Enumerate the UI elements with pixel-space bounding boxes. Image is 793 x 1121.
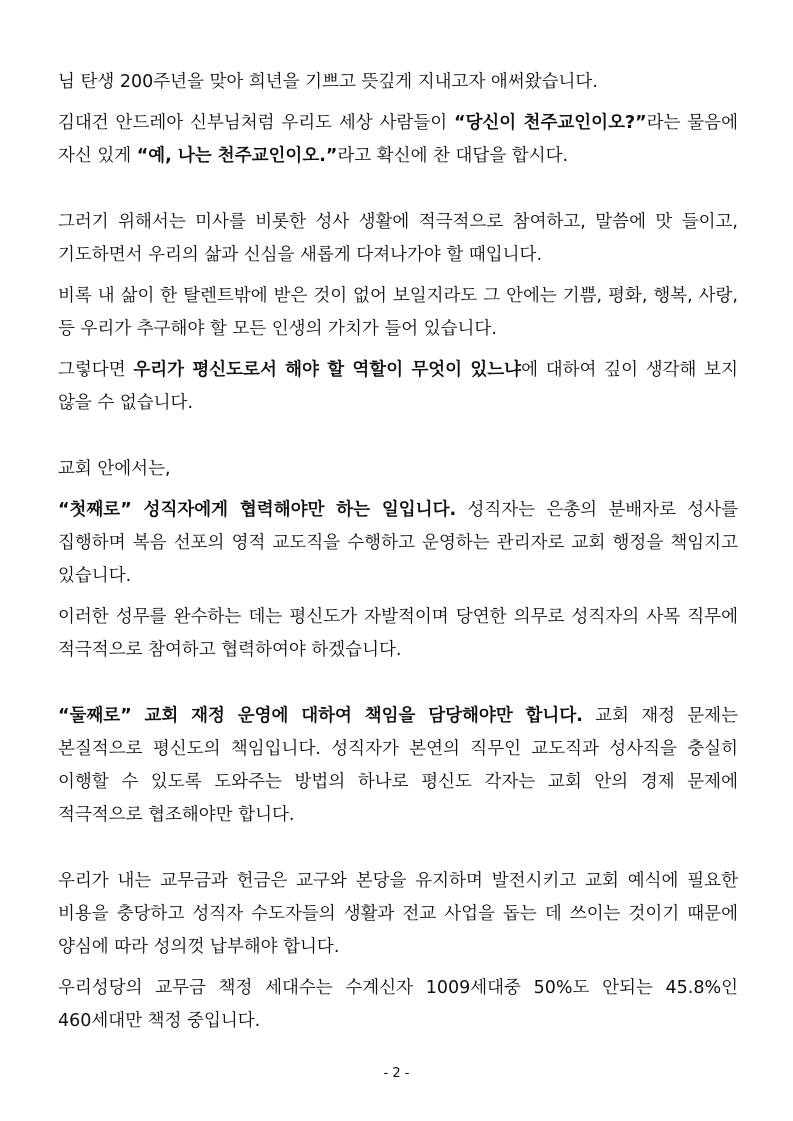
bold-text-segment: “첫째로” 성직자에게 협력해야만 하는 일입니다. [58,500,457,520]
paragraph-7 [58,494,738,593]
text-segment: 비록 내 삶이 한 탈렌트밖에 받은 것이 없어 보일지라도 그 안에는 기쁨, 평화, 행복, 사랑, 등 우리가 추구해야 할 모든 인생의 가치가 들어 있습니다. [58,286,738,339]
text-segment: 님 탄생 200주년을 맞아 희년을 기쁘고 뜻깊게 지내고자 애써왔습니다. [58,72,598,92]
paragraph-8 [58,601,738,667]
paragraph-10 [58,865,738,964]
page-number: - 2 - [383,1066,410,1081]
paragraph-5 [58,354,738,420]
text-segment: 그렇다면 [58,360,134,380]
text-segment: 김대건 안드레아 신부님처럼 우리도 세상 사람들이 [58,113,454,133]
text-segment: 라고 확신에 찬 대답을 합시다. [337,146,569,166]
text-segment: 우리성당의 교무금 책정 세대수는 수계신자 1009세대중 50%도 안되는 45.8%인 460세대만 책정 중입니다. [58,978,738,1031]
bold-text-segment: “당신이 천주교인이오?” [453,113,647,133]
text-segment: 성직자는 은총의 분배자로 성사를 집행하며 복음 선포의 영적 교도직을 수행하고 운영하는 관리자로 교회 행정을 책임지고 있습니다. [58,500,739,586]
bold-text-segment: 우리가 평신도로서 해야 할 역할이 무엇이 있느냐 [133,360,522,380]
text-segment: 에 대하여 깊이 생각해 보지 않을 수 없습니다. [58,360,738,413]
paragraph-9 [58,700,738,832]
text-segment: 이러한 성무를 완수하는 데는 평신도가 자발적이며 당연한 의무로 성직자의 사목 직무에 적극적으로 참여하고 협력하여야 하겠습니다. [58,607,738,660]
paragraph-1 [58,66,738,99]
paragraph-3 [58,206,738,272]
paragraph-4 [58,280,738,346]
bold-text-segment: “둘째로” 교회 재정 운영에 대하여 책임을 담당해야만 합니다. [58,706,583,726]
text-segment: 교회 재정 문제는 본질적으로 평신도의 책임입니다. 성직자가 본연의 직무인 교도직과 성사직을 충실히 이행할 수 있도록 도와주는 방법의 하나로 평신도 각자는 교회 안의 경제 문제에 적극적으로 협조해야만 합니다. [58,706,738,825]
paragraph-11 [58,972,738,1038]
paragraph-6 [58,453,738,486]
text-segment: 우리가 내는 교무금과 헌금은 교구와 본당을 유지하며 발전시키고 교회 예식에 필요한 비용을 충당하고 성직자 수도자들의 생활과 전교 사업을 돕는 데 쓰이는 것이기 때문에 양심에 따라 성의껏 납부해야 합니다. [58,871,738,957]
text-segment: 교회 안에서는, [58,459,171,479]
paragraph-2 [58,107,738,173]
document-body [58,66,738,1038]
text-segment: 그러기 위해서는 미사를 비롯한 성사 생활에 적극적으로 참여하고, 말씀에 맛 들이고, 기도하면서 우리의 삶과 신심을 새롭게 다져나가야 할 때입니다. [58,212,738,265]
text-segment: 라는 물음에 자신 있게 [58,113,738,166]
bold-text-segment: “예, 나는 천주교인이오.” [136,146,338,166]
